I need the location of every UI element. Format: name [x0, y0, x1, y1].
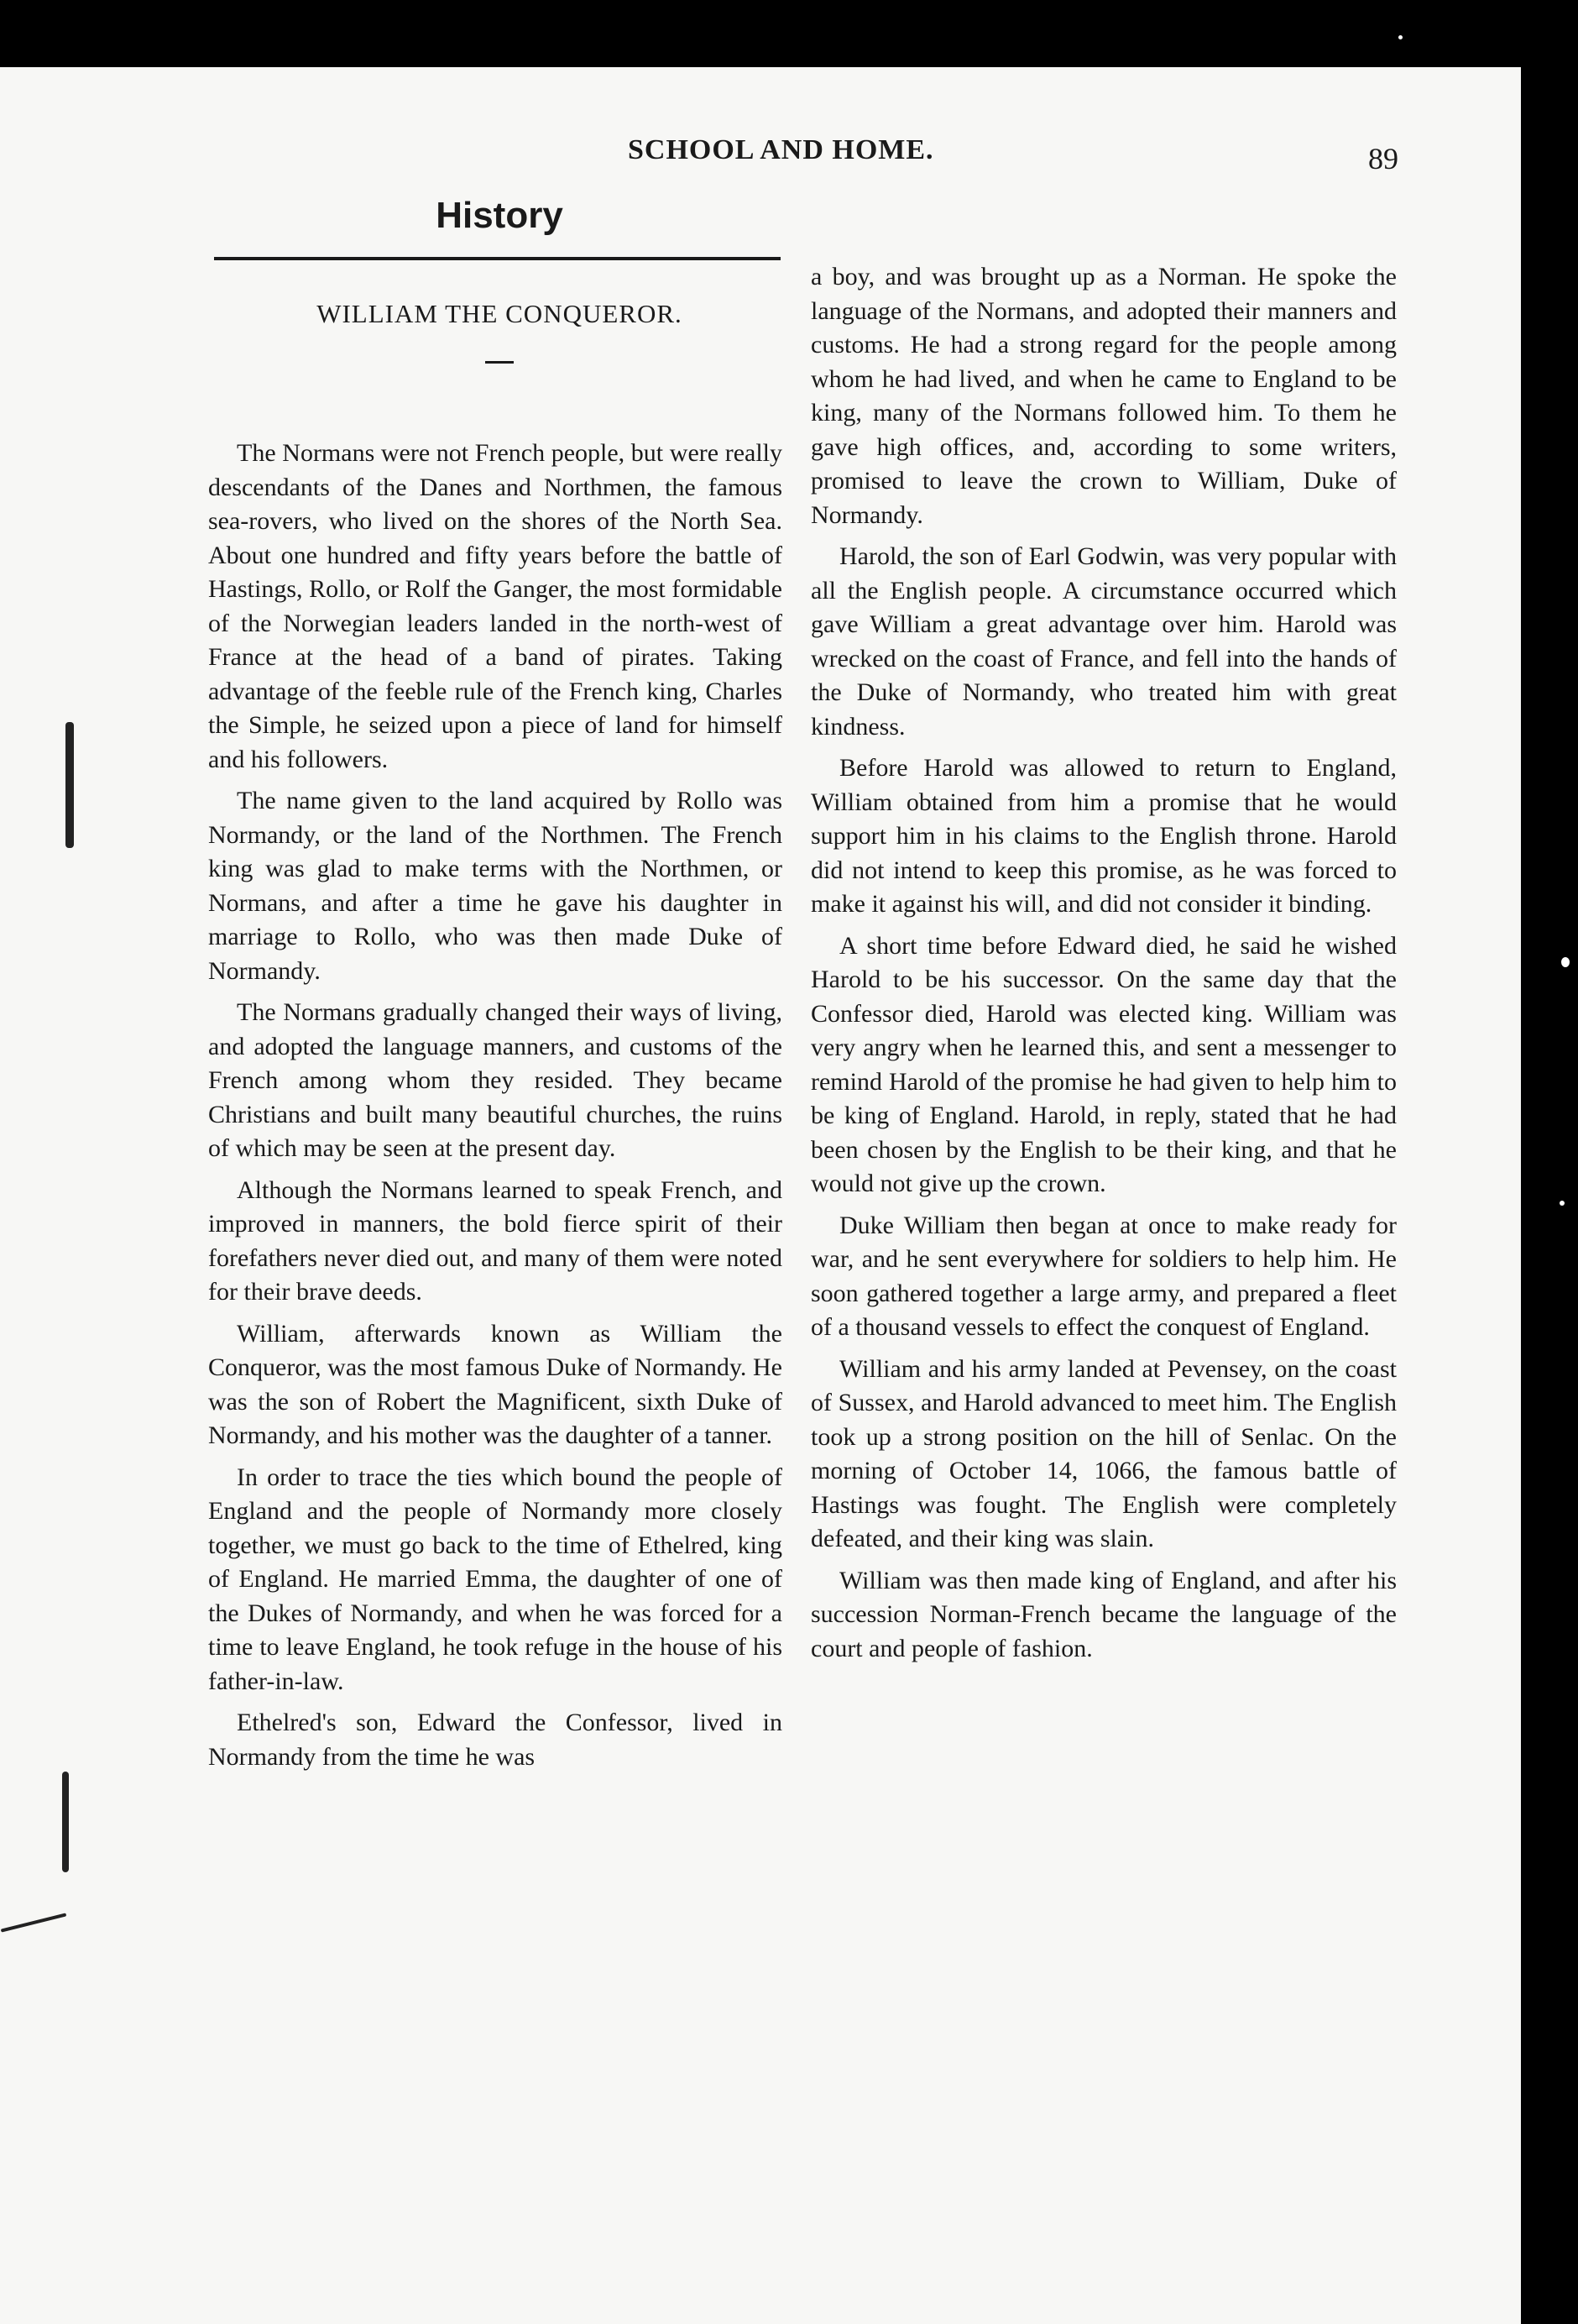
- edge-speck: [1560, 1201, 1565, 1206]
- paragraph: Although the Normans learned to speak French, and improved in manners, the bold fierce spirit of their forefathers never died out, and many of them were noted for their brave deeds.: [208, 1175, 782, 1306]
- paragraph: Duke William then began at once to make ready for war, and he sent everywhere for soldiers to help him. He soon gathered together a large army, and prepared a fleet of a thousand vessels to effect the conquest of England.: [811, 1211, 1397, 1341]
- running-title: SCHOOL AND HOME.: [628, 134, 934, 165]
- paragraph: William, afterwards known as William the Conqueror, was the most famous Duke of Normandy. He was the son of Robert the Magnificent, sixth Duke of Normandy, and his mother was the daughter of a tanner.: [208, 1319, 782, 1449]
- page-number: 89: [1368, 142, 1398, 175]
- paragraph: William and his army landed at Pevensey, on the coast of Sussex, and Harold advanced to meet him. The English took up a strong position on the hill of Senlac. On the morning of October 14, 1066, the famous battle of Hastings was fought. The English were completely defeated, and their king was slain.: [811, 1354, 1397, 1552]
- paragraph: In order to trace the ties which bound the people of England and the people of Normandy more closely together, we must go back to the time of Ethelred, king of England. He married Emma, the daughter of one of the Dukes of Normandy, and when he was forced for a time to leave England, he took refuge in the house of his father-in-law.: [208, 1463, 782, 1695]
- paragraph: A short time before Edward died, he said he wished Harold to be his successor. On the same day that the Confessor died, Harold was elected king. William was very angry when he learned this, and sent a messenger to remind Harold of the promise he had given to help him to be king of England. Harold, in reply, stated that he had been chosen by the English to be their king, and that he would not give up the crown.: [811, 931, 1397, 1197]
- article-title: WILLIAM THE CONQUEROR.: [316, 299, 682, 328]
- paragraph: Before Harold was allowed to return to England, William obtained from him a promise that he would support him in his claims to the English throne. Harold did not intend to keep this promise, as he was forced to make it against his will, and did not consider it binding.: [811, 754, 1397, 918]
- left-column: [208, 437, 782, 1782]
- paragraph: The name given to the land acquired by Rollo was Normandy, or the land of the Northmen. The French king was glad to make terms with the Northmen, or Normans, and after a time he gave his daughter in marriage to Rollo, who was then made Duke of Normandy.: [208, 787, 782, 985]
- title-dash: [485, 361, 514, 364]
- binding-mark-lower: [62, 1772, 69, 1872]
- paragraph: Harold, the son of Earl Godwin, was very popular with all the English people. A circumstance occurred which gave William a great advantage over him. Harold was wrecked on the coast of France, and fell into the hands of the Duke of Normandy, who treated him with great kindness.: [811, 542, 1397, 741]
- binding-mark-wire: [1, 1913, 67, 1932]
- section-title: History: [436, 195, 563, 236]
- paragraph: William was then made king of England, and after his succession Norman-French became the language of the court and people of fashion.: [811, 1566, 1397, 1662]
- paragraph: The Normans were not French people, but were really descendants of the Danes and Northmen, the famous sea-rovers, who lived on the shores of the North Sea. About one hundred and fifty years before the battle of Hastings, Rollo, or Rolf the Ganger, the most formidable of the Norwegian leaders landed in the north-west of France at the head of a band of pirates. Taking advantage of the feeble rule of the French king, Charles the Simple, he seized upon a piece of land for himself and his followers.: [208, 439, 782, 773]
- title-rule: [214, 257, 781, 260]
- binding-mark-upper: [65, 722, 74, 848]
- paragraph: Ethelred's son, Edward the Confessor, lived in Normandy from the time he was: [208, 1709, 782, 1771]
- edge-speck: [1561, 957, 1570, 967]
- right-column: [811, 260, 1397, 1673]
- edge-speck: [1398, 35, 1403, 39]
- paragraph-continuation: a boy, and was brought up as a Norman. He spoke the language of the Normans, and adopted their manners and customs. He had a strong regard for the people among whom he had lived, and when he came to England to be king, many of the Normans followed him. To them he gave high offices, and, according to some writers, promised to leave the crown to William, Duke of Normandy.: [811, 263, 1397, 529]
- paragraph: The Normans gradually changed their ways of living, and adopted the language manners, and customs of the French among whom they resided. They became Christians and built many beautiful churches, the ruins of which may be seen at the present day.: [208, 998, 782, 1162]
